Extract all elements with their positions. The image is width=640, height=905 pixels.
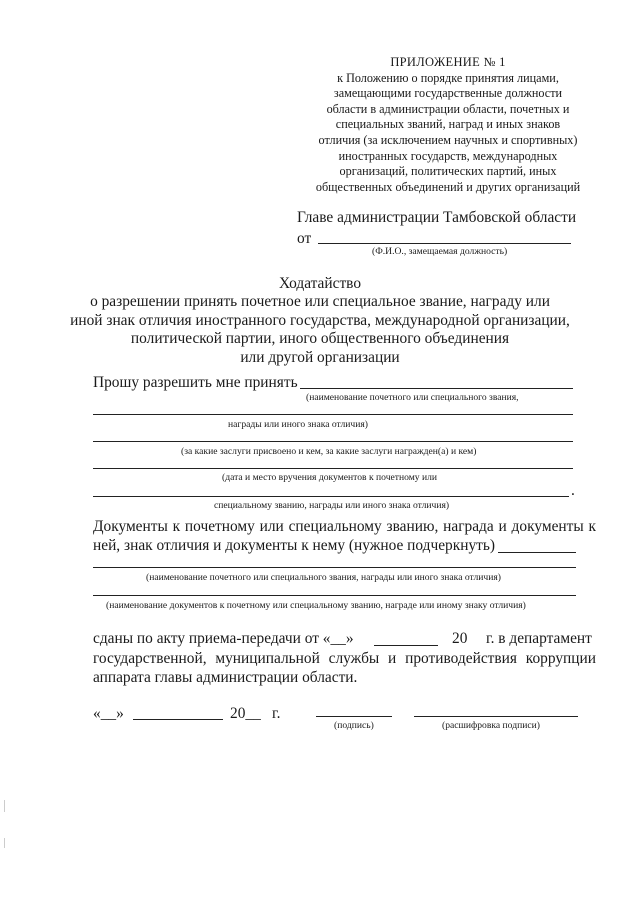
documents-blank-line[interactable] [498, 552, 576, 553]
addressee-to: Главе администрации Тамбовской области [297, 209, 577, 226]
from-blank-line[interactable] [318, 243, 571, 244]
appendix-title: ПРИЛОЖЕНИЕ № 1 [390, 55, 506, 69]
signature-year-suffix: г. [272, 705, 281, 722]
title-line: или другой организации [240, 348, 400, 366]
transfer-date-blank[interactable] [374, 645, 438, 646]
documents-hint: (наименование документов к почетному или специальному званию, награде или иному знаку отличия) [106, 600, 526, 611]
request-blank-line[interactable] [93, 414, 573, 415]
transfer-line: аппарата главы администрации области. [93, 669, 358, 686]
appendix-line: иностранных государств, международных [338, 148, 558, 163]
transfer-line-start: сданы по акту приема-передачи от «__» [93, 630, 354, 647]
appendix-line: общественных объединений и других организаций [315, 179, 581, 194]
appendix-line: области в администрации области, почетных и [326, 101, 570, 116]
request-blank-line[interactable] [93, 441, 573, 442]
documents-line: Документы к почетному или специальному званию, награда и документы к [93, 518, 596, 535]
scan-edge-mark [4, 838, 5, 848]
document-title [0, 275, 640, 367]
transfer-line-end: г. в департамент [486, 630, 592, 647]
scan-edge-mark [4, 800, 5, 812]
signature-year: 20__ [230, 705, 261, 722]
request-blank-line[interactable] [300, 388, 573, 389]
request-intro: Прошу разрешить мне принять [93, 374, 298, 391]
request-hint: награды или иного знака отличия) [228, 419, 368, 430]
appendix-line: к Положению о порядке принятия лицами, [337, 70, 559, 85]
title-heading: Ходатайство [278, 275, 362, 292]
signature-hint: (подпись) [334, 720, 374, 731]
documents-line: ней, знак отличия и документы к нему (нужное подчеркнуть) [93, 537, 496, 554]
transfer-year: 20 [452, 630, 468, 647]
title-line: иной знак отличия иностранного государства, международной организации, [70, 311, 570, 329]
request-blank-line[interactable] [93, 468, 573, 469]
signature-month-blank[interactable] [133, 719, 223, 720]
addressee-from-label: от [297, 230, 312, 247]
signature-blank[interactable] [316, 716, 392, 717]
documents-hint: (наименование почетного или специального звания, награды или иного знака отличия) [146, 572, 501, 583]
documents-blank-line[interactable] [93, 595, 576, 596]
request-hint: специальному званию, награды или иного знака отличия) [214, 500, 450, 511]
appendix-line: организаций, политических партий, иных [339, 164, 557, 179]
appendix-line: специальных званий, наград и иных знаков [335, 117, 561, 132]
request-blank-line[interactable] [93, 496, 569, 497]
signature-date-open: «__» [93, 705, 124, 722]
appendix-line: отличия (за исключением научных и спортивных) [318, 132, 578, 147]
documents-blank-line[interactable] [93, 567, 576, 568]
title-line: политической партии, иного общественного объединения [130, 330, 510, 348]
request-hint: (за какие заслуги присвоено и кем, за какие заслуги награжден(а) и кем) [181, 446, 477, 457]
signature-decode-blank[interactable] [414, 716, 578, 717]
request-end-mark: . [571, 482, 575, 499]
signature-decode-hint: (расшифровка подписи) [442, 720, 540, 731]
from-hint: (Ф.И.О., замещаемая должность) [372, 246, 508, 257]
appendix-block [300, 55, 596, 195]
appendix-line: замещающими государственные должности [333, 86, 563, 101]
request-hint: (дата и место вручения документов к почетному или [222, 472, 438, 483]
title-line: о разрешении принять почетное или специальное звание, награду или [90, 293, 550, 311]
request-hint: (наименование почетного или специального звания, [306, 392, 519, 403]
transfer-line: государственной, муниципальной службы и противодействия коррупции [93, 650, 596, 667]
